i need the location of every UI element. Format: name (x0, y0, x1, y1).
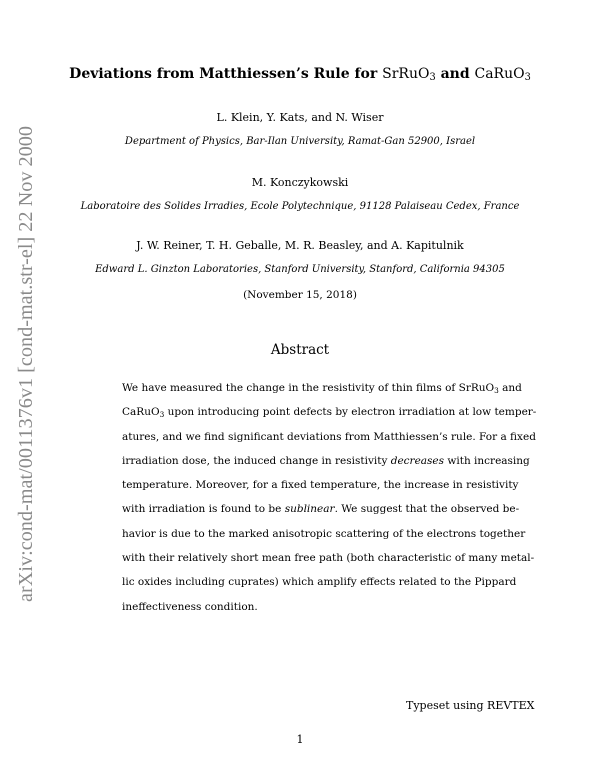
abstract-line-1: We have measured the change in the resistivity of thin films of SrRuO$_3$ and (122, 382, 522, 395)
abstract-line-8: with their relatively short mean free path (both characteristic of many metal- (122, 552, 535, 565)
abstract-line-10: ineffectiveness condition. (122, 600, 258, 613)
abstract-line-3: atures, and we find significant deviations from Matthiessen’s rule. For a fixed (122, 430, 536, 443)
affiliation-group-3: Edward L. Ginzton Laboratories, Stanford University, Stanford, California 94305 (95, 264, 505, 275)
title-prefix: Deviations from Matthiessen’s Rule for (69, 66, 383, 82)
paper-date: (November 15, 2018) (243, 289, 357, 301)
authors-group-2: M. Konczykowski (251, 176, 349, 189)
abstract-heading: Abstract (270, 342, 330, 358)
abstract-line-7: havior is due to the marked anisotropic scattering of the electrons together (122, 527, 526, 540)
title-chem2: CaRuO$_3$ (474, 66, 531, 83)
title-joiner: and (435, 66, 475, 82)
authors-group-3: J. W. Reiner, T. H. Geballe, M. R. Beasley, and A. Kapitulnik (136, 239, 464, 252)
abstract-body (122, 376, 537, 619)
affiliation-group-2: Laboratoire des Solides Irradies, Ecole Polytechnique, 91128 Palaiseau Cedex, France (80, 201, 520, 212)
abstract-line-9: lic oxides including cuprates) which amplify effects related to the Pippard (122, 576, 517, 589)
abstract-line-2: CaRuO$_3$ upon introducing point defects by electron irradiation at low temper- (122, 406, 537, 420)
typeset-note: Typeset using REVTEX (406, 699, 535, 712)
abstract-line-4: irradiation dose, the induced change in resistivity decreases with increasing (122, 454, 530, 467)
abstract-line-5: temperature. Moreover, for a fixed temperature, the increase in resistivity (122, 479, 519, 492)
arxiv-stamp-text: arXiv:cond-mat/0011376v1 [cond-mat.str-el] 22 Nov 2000 (16, 143, 37, 602)
authors-group-1: L. Klein, Y. Kats, and N. Wiser (216, 111, 384, 124)
title-chem1: SrRuO$_3$ (382, 66, 436, 83)
arxiv-stamp (6, 124, 38, 602)
affiliation-group-1: Department of Physics, Bar-Ilan University, Ramat-Gan 52900, Israel (124, 136, 476, 147)
paper-title (0, 66, 600, 82)
page-number: 1 (296, 733, 304, 746)
abstract-line-6: with irradiation is found to be sublinear. We suggest that the observed be- (122, 503, 520, 516)
